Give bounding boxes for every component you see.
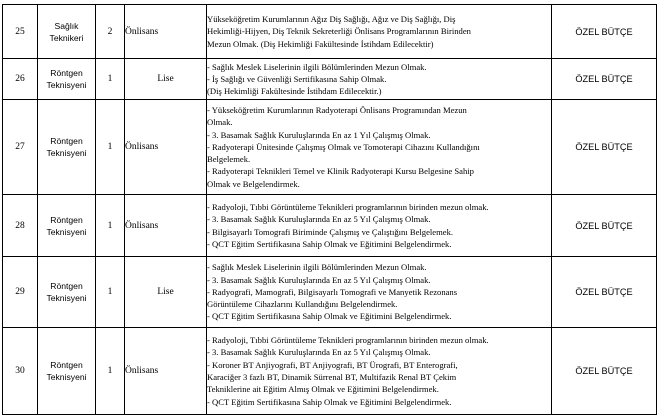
table-row <box>3 328 657 415</box>
requirements-cell <box>207 100 552 195</box>
table-row <box>3 257 657 328</box>
table-row <box>3 5 657 59</box>
requirement-line: - Radyoloji, Tıbbi Görüntüleme Teknikleri programlarının birinden mezun olmak. <box>207 201 489 212</box>
requirement-line: - İş Sağlığı ve Güvenliği Sertifikasına Sahip Olmak. <box>207 73 387 84</box>
education-level: Lise <box>125 59 207 100</box>
requirement-line: - Sağlık Meslek Liselerinin ilgili Bölümlerinden Mezun Olmak. <box>207 61 427 72</box>
row-number: 29 <box>3 257 38 328</box>
position-title-line: Teknisyeni <box>46 226 87 237</box>
requirement-line: - QCT Eğitim Sertifikasına Sahip Olmak ve Eğitimini Belgelendirmek. <box>207 311 452 322</box>
position-title-line: Röntgen <box>50 360 83 370</box>
education-level: Önlisans <box>125 195 207 257</box>
position-count: 1 <box>96 100 125 195</box>
requirement-line: - Radyoterapi Ünitesinde Çalışmış Olmak ve Tomoterapi Cihazını Kullandığını <box>207 141 480 152</box>
requirement-line: - Radyografi, Mamografi, Bilgisayarlı Tomografi ve Manyetik Rezonans <box>207 286 458 297</box>
requirement-line: - Yükseköğretim Kurumlarının Radyoterapi Önlisans Programından Mezun <box>207 104 467 115</box>
budget-type: ÖZEL BÜTÇE <box>552 5 657 59</box>
requirement-line: - 3. Basamak Sağlık Kuruluşlarında En az 5 Yıl Çalışmış Olmak. <box>207 214 431 225</box>
requirement-line: Tekniklerine ait Eğitim Almış Olmak ve Eğitimini Belgelendirmek. <box>207 384 439 395</box>
budget-type: ÖZEL BÜTÇE <box>552 100 657 195</box>
education-level: Önlisans <box>125 100 207 195</box>
position-title-line: Teknikeri <box>49 32 84 43</box>
requirement-line: Belgelemek. <box>207 154 251 165</box>
position-title <box>38 5 96 59</box>
requirements-cell <box>207 59 552 100</box>
budget-type: ÖZEL BÜTÇE <box>552 257 657 328</box>
requirements-cell <box>207 195 552 257</box>
position-title-line: Teknisyeni <box>46 80 87 90</box>
position-title-line: Röntgen <box>50 136 83 146</box>
requirement-line: - 3. Basamak Sağlık Kuruluşlarında En az 5 Yıl Çalışmış Olmak. <box>207 347 431 358</box>
position-count: 1 <box>96 328 125 415</box>
requirement-line: Karaciğer 3 fazlı BT, Dinamik Sürrenal BT, Multifazik Renal BT Çekim <box>207 372 457 382</box>
budget-type: ÖZEL BÜTÇE <box>552 59 657 100</box>
education-level: Lise <box>125 257 207 328</box>
requirement-line: - QCT Eğitim Sertifikasına Sahip Olmak ve Eğitimini Belgelendirmek. <box>207 396 452 407</box>
requirement-line: - Bilgisayarlı Tomografi Biriminde Çalışmış ve Çalıştığını Belgelemek. <box>207 226 454 237</box>
requirement-line: Olmak. <box>207 117 233 128</box>
row-number: 25 <box>3 5 38 59</box>
position-title-line: Röntgen <box>50 281 83 291</box>
position-title-line: Röntgen <box>50 68 83 78</box>
position-title <box>38 59 96 100</box>
position-count: 1 <box>96 59 125 100</box>
budget-type: ÖZEL BÜTÇE <box>552 195 657 257</box>
requirement-line: Görüntüleme Cihazlarını Kullandığını Belgelendirmek. <box>207 299 398 310</box>
position-title <box>38 195 96 257</box>
position-title <box>38 328 96 415</box>
row-number: 27 <box>3 100 38 195</box>
requirement-line: - 3. Basamak Sağlık Kuruluşlarında En az 5 Yıl Çalışmış Olmak. <box>207 274 431 285</box>
requirement-line: Yükseköğretim Kurumlarının Ağız Diş Sağlığı, Ağız ve Diş Sağlığı, Diş <box>207 14 456 25</box>
position-title-line: Teknisyeni <box>46 372 87 382</box>
position-count: 2 <box>96 5 125 59</box>
budget-type: ÖZEL BÜTÇE <box>552 328 657 415</box>
position-count: 1 <box>96 195 125 257</box>
education-level: Önlisans <box>125 5 207 59</box>
position-title-line: Röntgen <box>50 214 83 225</box>
requirement-line: Olmak ve Belgelendirmek. <box>207 178 300 189</box>
position-title <box>38 100 96 195</box>
requirement-line: - Radyoterapi Teknikleri Temel ve Klinik Radyoterapi Kursu Belgesine Sahip <box>207 166 474 177</box>
requirement-line: - 3. Basamak Sağlık Kuruluşlarında En az 1 Yıl Çalışmış Olmak. <box>207 129 431 140</box>
row-number: 28 <box>3 195 38 257</box>
row-number: 26 <box>3 59 38 100</box>
requirements-cell <box>207 328 552 415</box>
position-table <box>2 4 657 415</box>
requirement-line: - Sağlık Meslek Liselerinin ilgili Bölümlerinden Mezun Olmak. <box>207 262 427 273</box>
table-row <box>3 59 657 100</box>
position-title-line: Teknisyeni <box>46 293 87 303</box>
row-number: 30 <box>3 328 38 415</box>
position-title-line: Teknisyeni <box>46 148 87 158</box>
position-title-line: Sağlık <box>54 20 79 31</box>
requirements-cell <box>207 5 552 59</box>
requirement-line: (Diş Hekimliği Fakültesinde İstihdam Edilecektir.) <box>207 86 382 97</box>
requirements-cell <box>207 257 552 328</box>
requirement-line: - Koroner BT Anjiyografi, BT Anjiyografi, BT Ürografi, BT Enterografi, <box>207 359 458 370</box>
position-title <box>38 257 96 328</box>
document-page <box>2 4 657 415</box>
table-row <box>3 100 657 195</box>
requirement-line: - QCT Eğitim Sertifikasına Sahip Olmak ve Eğitimini Belgelendirmek. <box>207 238 452 249</box>
position-count: 1 <box>96 257 125 328</box>
requirement-line: Mezun Olmak. (Diş Hekimliği Fakültesinde İstihdam Edilecektir) <box>207 38 434 49</box>
requirement-line: Hekimliği-Hijyen, Diş Teknik Sekreterliği Önlisans Programlarının Birinden <box>207 26 471 37</box>
education-level: Önlisans <box>125 328 207 415</box>
requirement-line: - Radyoloji, Tıbbi Görüntüleme Teknikleri programlarının birinden mezun olmak. <box>207 335 489 346</box>
table-row <box>3 195 657 257</box>
